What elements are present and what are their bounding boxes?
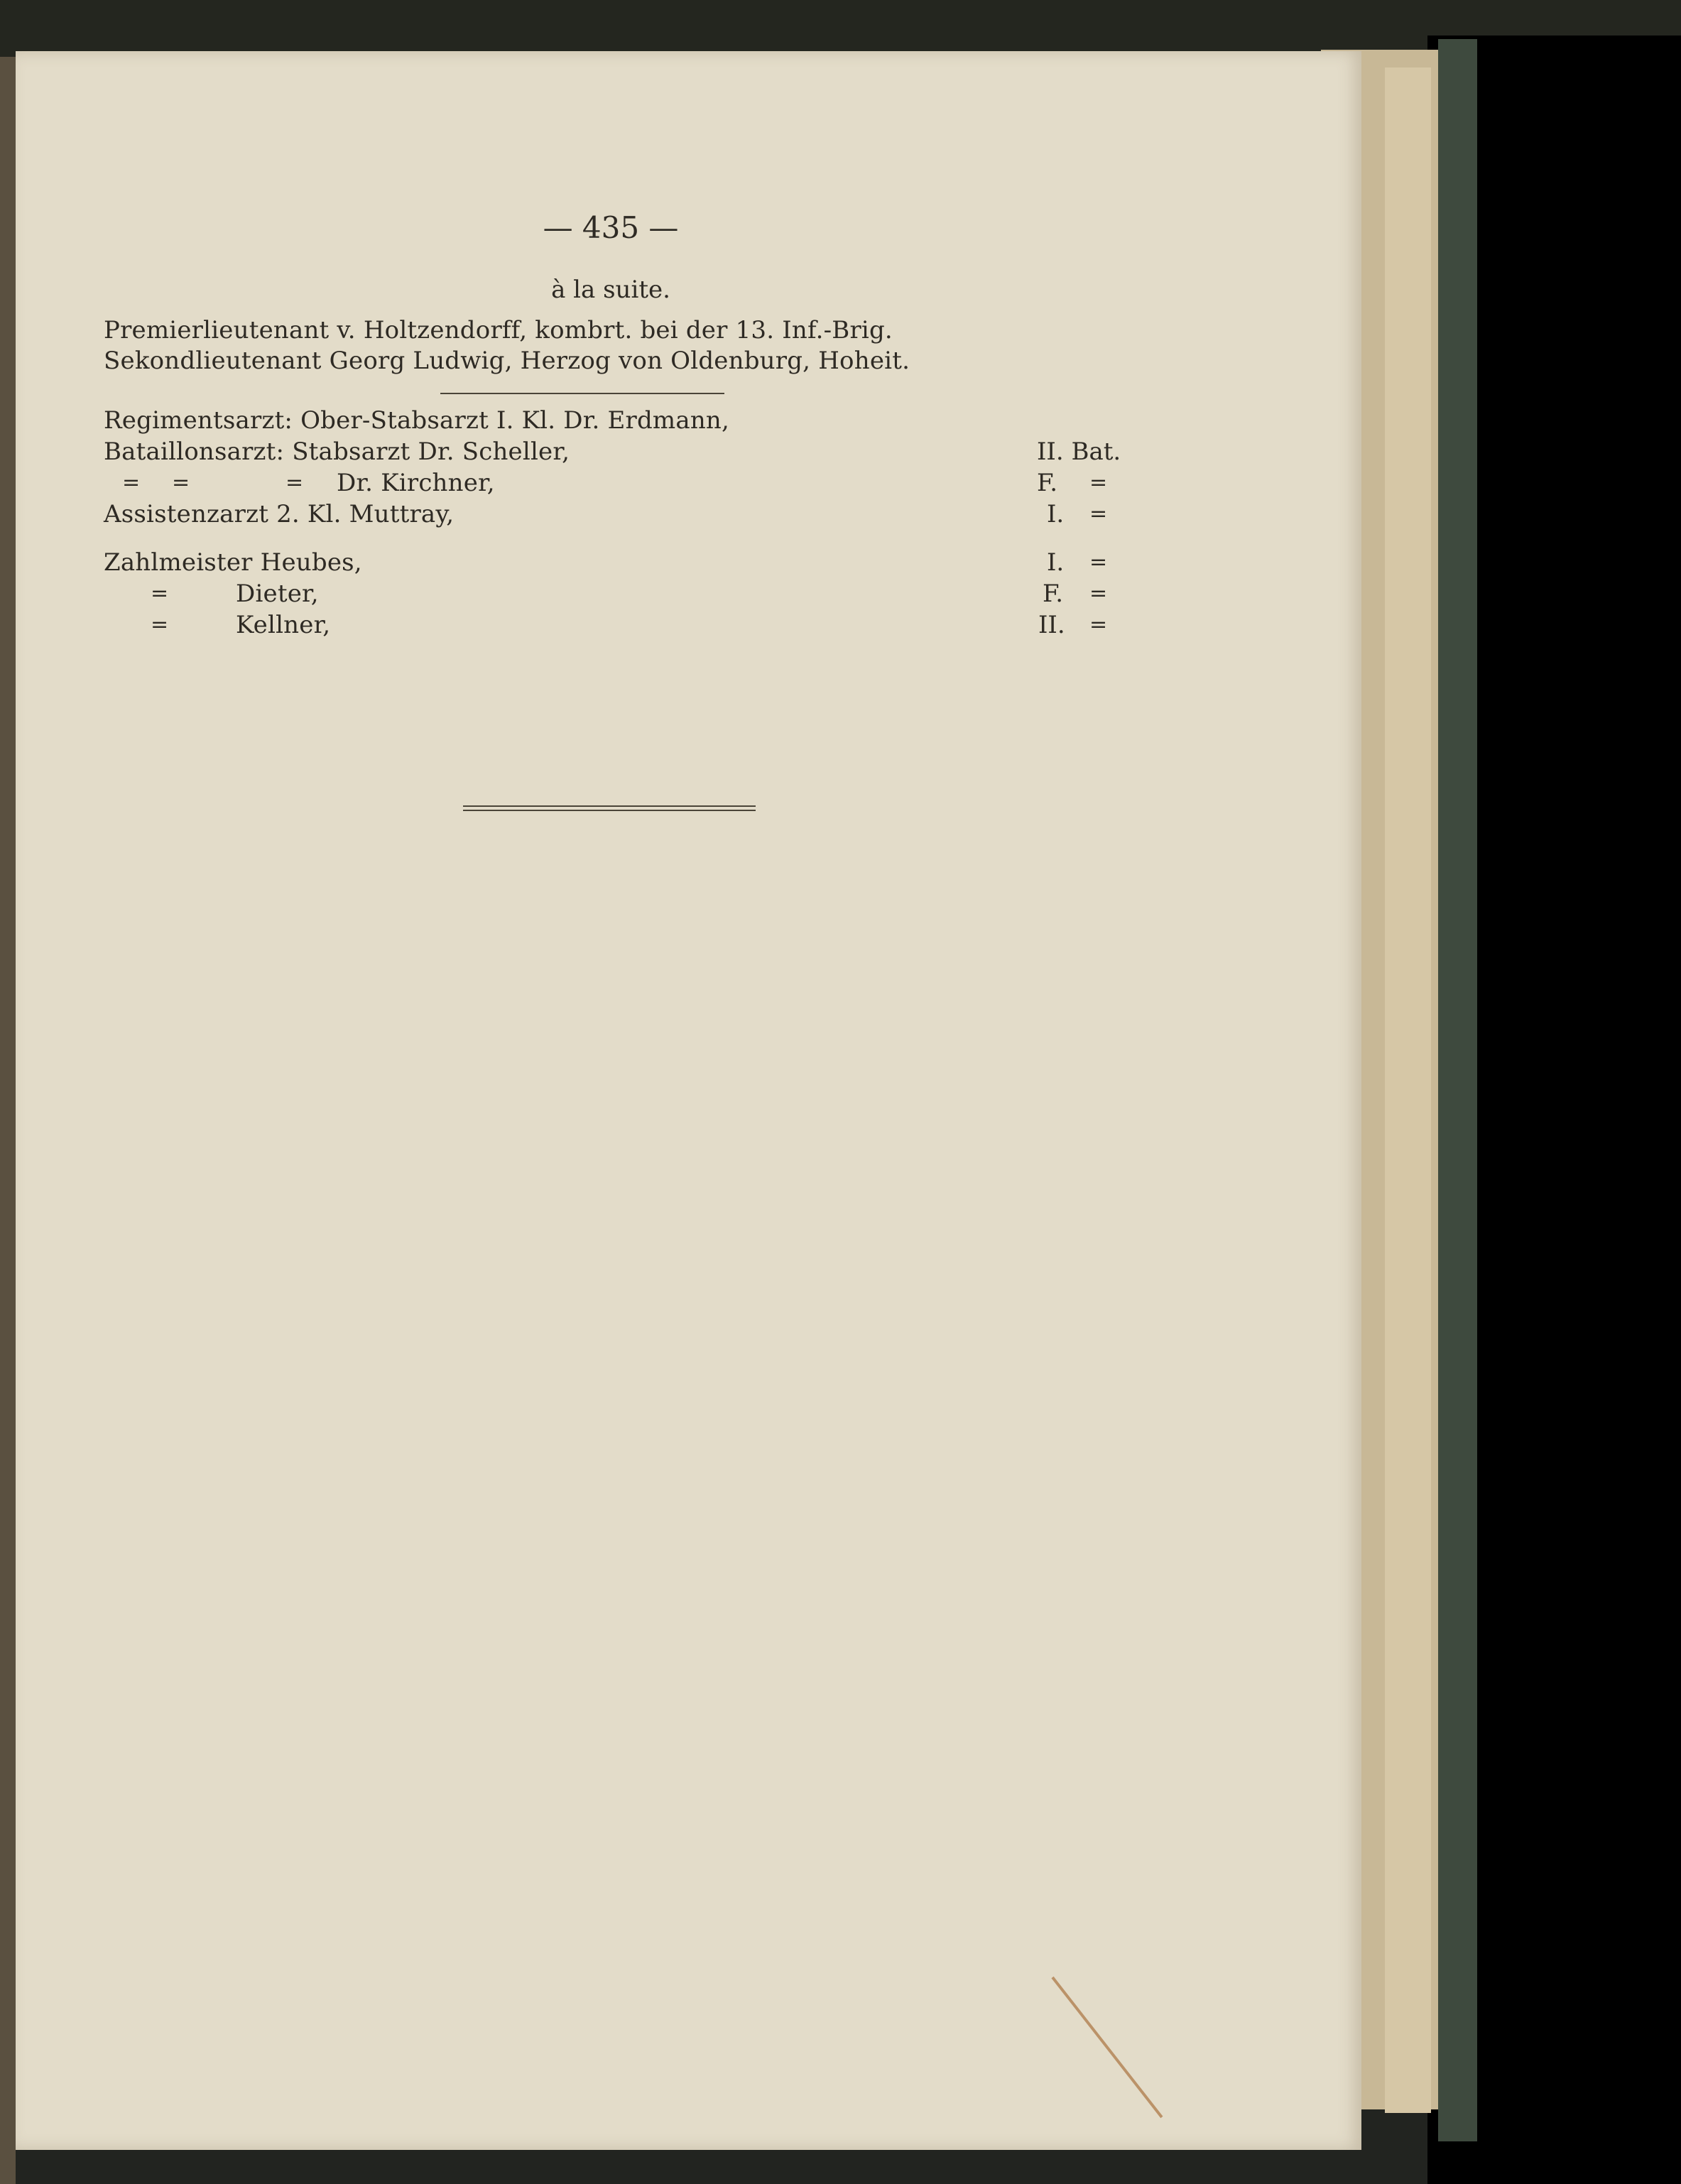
ditto-mark: = bbox=[285, 470, 304, 495]
ditto-mark: = bbox=[122, 470, 141, 495]
ditto-mark: = bbox=[151, 612, 169, 637]
page-edges-inner bbox=[1385, 67, 1431, 2113]
unit-label: F. bbox=[1037, 469, 1058, 497]
medical-line-4: Assistenzarzt 2. Kl. Muttray, bbox=[104, 500, 455, 528]
ditto-mark: = bbox=[1089, 581, 1108, 606]
suite-line-1: Premierlieutenant v. Holtzendorff, kombrt. bei der 13. Inf.-Brig. bbox=[104, 316, 893, 344]
ditto-mark: = bbox=[1089, 612, 1108, 637]
end-rule bbox=[463, 805, 756, 811]
ditto-mark: = bbox=[1089, 501, 1108, 526]
ditto-mark: = bbox=[1089, 470, 1108, 495]
paper-stain bbox=[1051, 1977, 1163, 2118]
unit-label: F. bbox=[1043, 580, 1064, 608]
ditto-mark: = bbox=[172, 470, 190, 495]
medical-line-1: Regimentsarzt: Ober-Stabsarzt I. Kl. Dr. Erdmann, bbox=[104, 406, 730, 435]
paymaster-line-3: Kellner, bbox=[236, 611, 331, 639]
unit-label: I. bbox=[1047, 500, 1065, 528]
previous-page-edge bbox=[0, 57, 16, 2184]
paymaster-line-2: Dieter, bbox=[236, 580, 319, 608]
suite-line-2: Sekondlieutenant Georg Ludwig, Herzog von Oldenburg, Hoheit. bbox=[104, 347, 910, 375]
unit-label: I. bbox=[1047, 548, 1065, 577]
paymaster-line-1: Zahlmeister Heubes, bbox=[104, 548, 362, 577]
medical-line-2: Bataillonsarzt: Stabsarzt Dr. Scheller, bbox=[104, 438, 570, 466]
section-heading: à la suite. bbox=[551, 276, 670, 304]
ditto-mark: = bbox=[151, 581, 169, 606]
unit-label: II. bbox=[1038, 611, 1065, 639]
medical-line-3: Dr. Kirchner, bbox=[337, 469, 495, 497]
page-number: — 435 — bbox=[543, 210, 679, 245]
cover-cloth bbox=[1438, 39, 1477, 2141]
unit-label: II. Bat. bbox=[1037, 438, 1121, 466]
ditto-mark: = bbox=[1089, 550, 1108, 575]
separator-rule bbox=[440, 393, 724, 394]
